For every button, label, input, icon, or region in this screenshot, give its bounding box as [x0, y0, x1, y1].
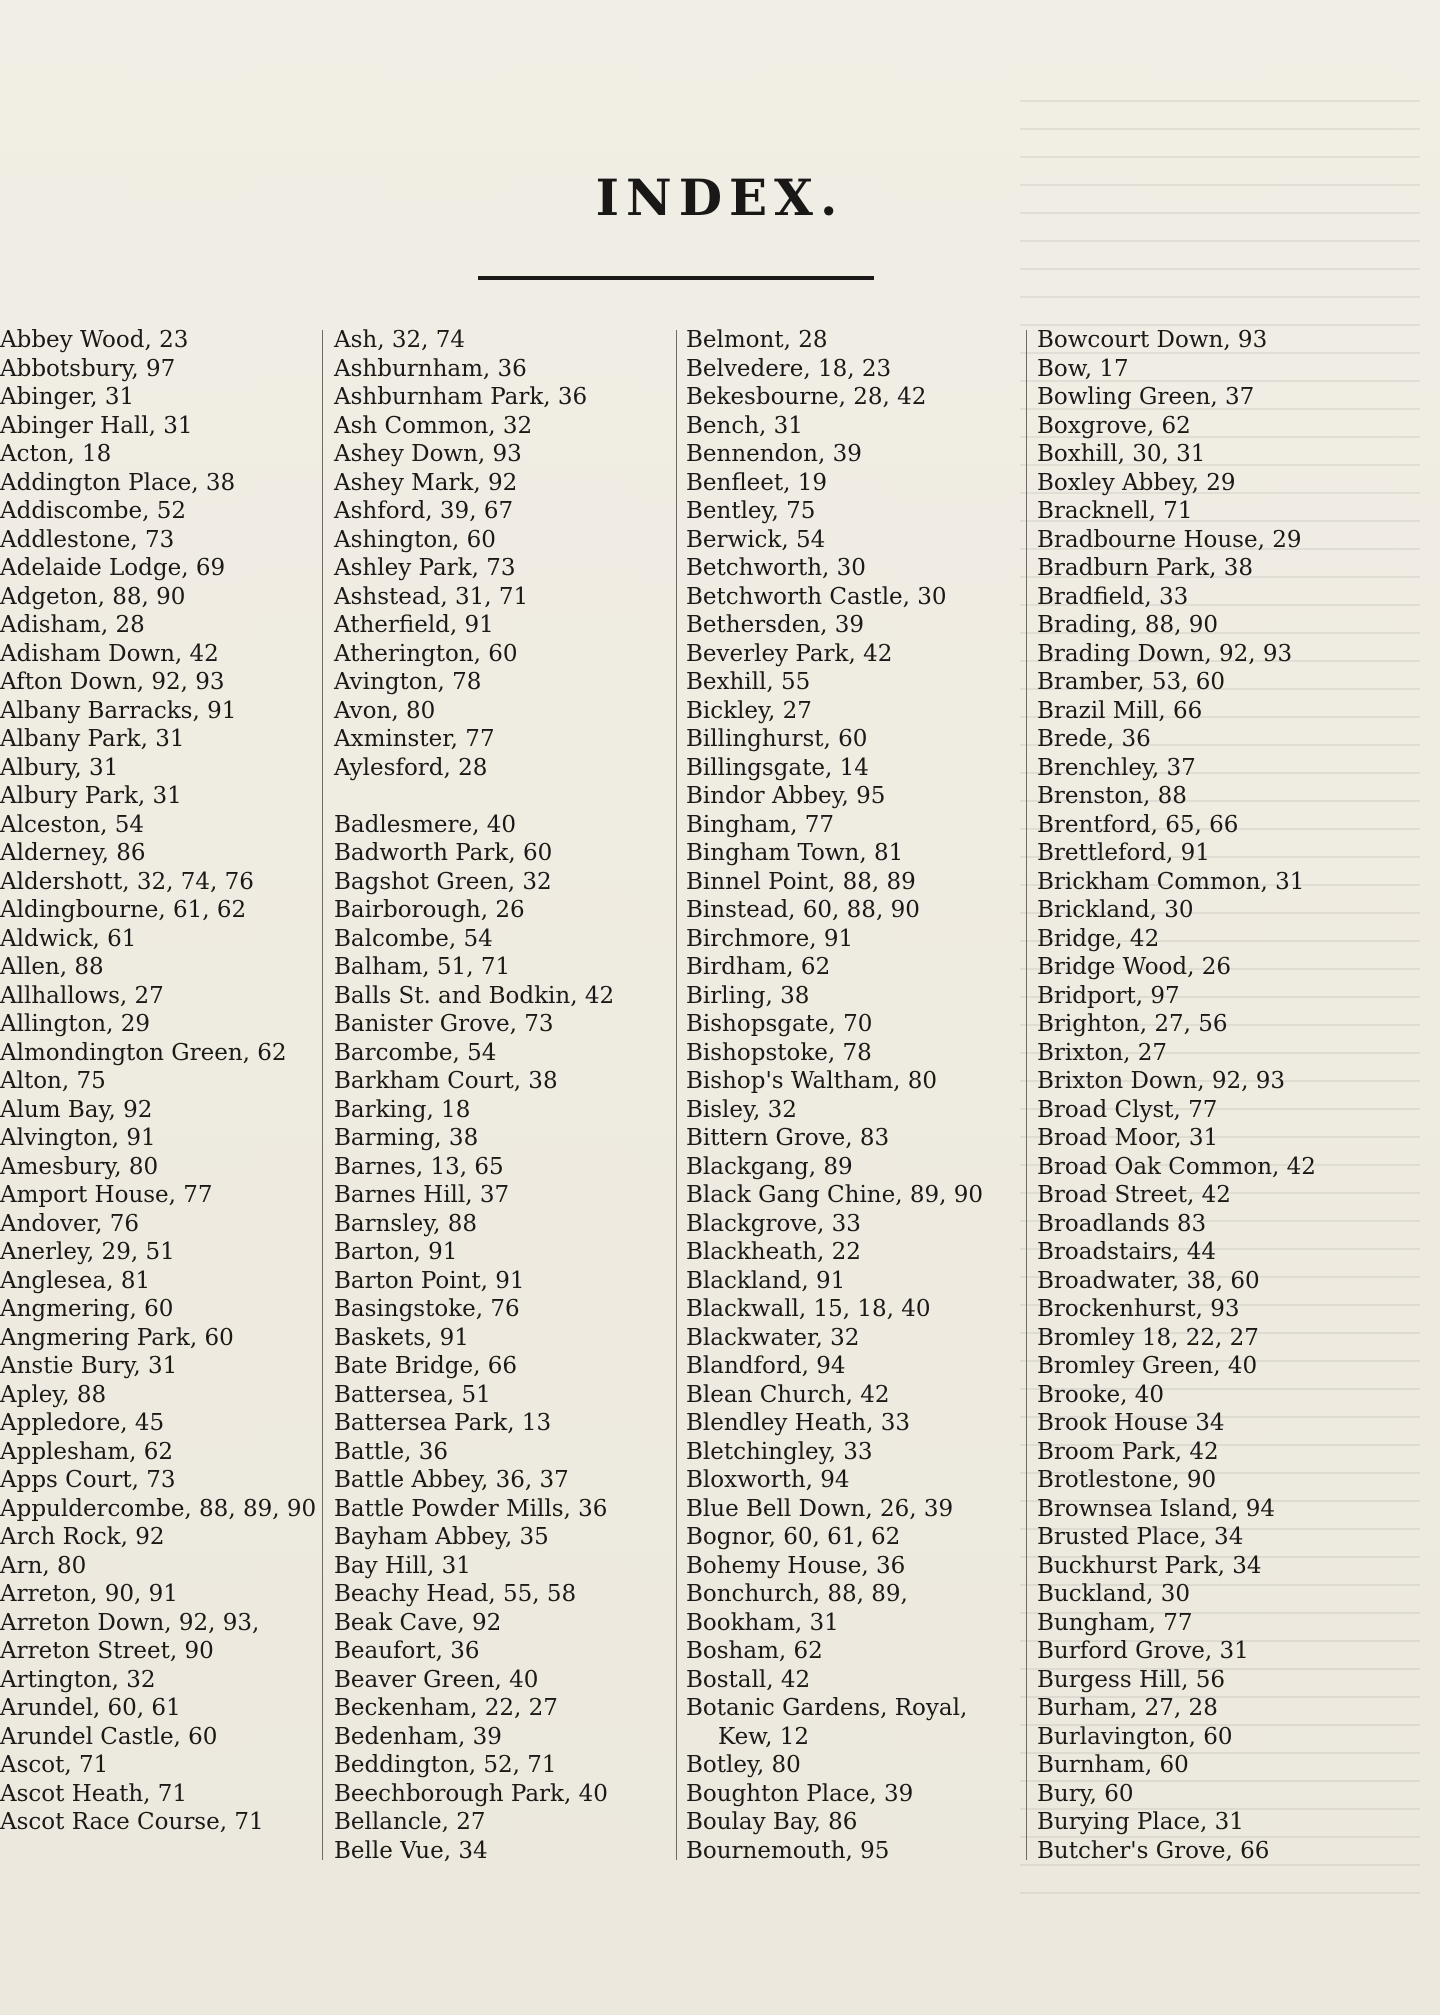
index-entry: Adisham, 28: [0, 612, 145, 638]
page-title: INDEX.: [595, 168, 845, 227]
index-entry: Beachy Head, 55, 58: [334, 1581, 577, 1607]
index-entry: Bowcourt Down, 93: [1037, 327, 1268, 353]
index-entry: Arn, 80: [0, 1552, 87, 1579]
index-entry: Bow, 17: [1037, 355, 1129, 382]
index-entry: Ashington, 60: [334, 526, 496, 553]
index-entry: Ashley Park, 73: [334, 555, 516, 581]
index-entry: Atherington, 60: [334, 640, 518, 667]
index-entry: Bromley Green, 40: [1037, 1353, 1258, 1379]
index-entry: Basingstoke, 76: [334, 1296, 520, 1322]
index-entry: Addlestone, 73: [0, 526, 175, 553]
index-entry: Burying Place, 31: [1037, 1809, 1244, 1835]
index-entry: Betchworth Castle, 30: [686, 583, 947, 610]
index-entry: Alton, 75: [0, 1068, 106, 1094]
index-entry: Bindor Abbey, 95: [686, 783, 886, 809]
index-entry: Billinghurst, 60: [686, 726, 868, 752]
index-entry: Brading Down, 92, 93: [1037, 640, 1293, 667]
index-entry: Bowling Green, 37: [1037, 384, 1255, 410]
index-entry: Bingham, 77: [686, 811, 835, 838]
index-entry: Barnes, 13, 65: [334, 1153, 504, 1180]
index-entry: Bay Hill, 31: [334, 1552, 471, 1579]
index-entry: Beckenham, 22, 27: [334, 1695, 558, 1721]
index-entry: Acton, 18: [0, 441, 112, 467]
index-entry: Battersea, 51: [334, 1381, 491, 1408]
index-entry: Bungham, 77: [1037, 1609, 1193, 1636]
index-entry: Ashburnham Park, 36: [334, 384, 588, 410]
index-entry: Brownsea Island, 94: [1037, 1495, 1276, 1522]
index-entry: Burford Grove, 31: [1037, 1638, 1249, 1664]
index-entry: Ashburnham, 36: [334, 355, 527, 382]
index-entry: Bench, 31: [686, 412, 803, 439]
index-entry: Bohemy House, 36: [686, 1552, 906, 1579]
index-entry: Barcombe, 54: [334, 1039, 497, 1066]
index-entry: Albany Park, 31: [0, 726, 185, 752]
index-entry: Brockenhurst, 93: [1037, 1296, 1240, 1322]
index-entry: Bethersden, 39: [686, 612, 865, 638]
index-entry: Brede, 36: [1037, 726, 1151, 752]
index-entry: Bookham, 31: [686, 1609, 839, 1636]
index-column-3: [686, 326, 1016, 1866]
index-entry: Addiscombe, 52: [0, 498, 186, 524]
index-entry: Bracknell, 71: [1037, 498, 1193, 524]
index-entry: Blackgrove, 33: [686, 1210, 861, 1237]
index-entry: Bellancle, 27: [334, 1809, 486, 1835]
index-entry: Bentley, 75: [686, 498, 816, 524]
index-entry: Blandford, 94: [686, 1353, 846, 1379]
index-entry: Anstie Bury, 31: [0, 1353, 178, 1379]
index-entry: Albany Barracks, 91: [0, 697, 237, 724]
index-entry: Beaver Green, 40: [334, 1666, 539, 1693]
index-entry: Angmering, 60: [0, 1296, 174, 1322]
index-entry: Brickham Common, 31: [1037, 868, 1305, 895]
title-rule: [478, 276, 874, 280]
index-entry: Binstead, 60, 88, 90: [686, 897, 920, 923]
index-entry: Banister Grove, 73: [334, 1011, 554, 1037]
index-entry: Bishopsgate, 70: [686, 1011, 873, 1037]
index-entry: Ascot, 71: [0, 1752, 109, 1778]
index-entry: Abinger Hall, 31: [0, 412, 193, 439]
index-entry: Broom Park, 42: [1037, 1438, 1219, 1465]
index-entry: Aldwick, 61: [0, 925, 137, 952]
index-entry: Birling, 38: [686, 982, 810, 1009]
index-entry: Beverley Park, 42: [686, 640, 893, 667]
index-entry: Blean Church, 42: [686, 1381, 890, 1408]
index-entry: Ascot Race Course, 71: [0, 1809, 264, 1835]
index-entry: Beddington, 52, 71: [334, 1752, 557, 1778]
index-entry: Apps Court, 73: [0, 1467, 176, 1493]
index-entry: Burnham, 60: [1037, 1752, 1189, 1778]
index-column-2: [334, 326, 684, 1866]
index-entry: Belle Vue, 34: [334, 1837, 488, 1864]
index-entry: Buckhurst Park, 34: [1037, 1552, 1262, 1579]
index-entry: Billingsgate, 14: [686, 754, 869, 781]
index-entry: Bekesbourne, 28, 42: [686, 384, 927, 410]
index-entry: Battle Powder Mills, 36: [334, 1495, 608, 1522]
index-entry: Ascot Heath, 71: [0, 1780, 188, 1807]
index-entry: Axminster, 77: [334, 726, 495, 752]
index-entry: Barkham Court, 38: [334, 1068, 558, 1094]
index-entry: Brentford, 65, 66: [1037, 811, 1239, 838]
index-entry: Birdham, 62: [686, 954, 831, 980]
index-entry: Allen, 88: [0, 954, 104, 980]
index-entry: Avington, 78: [334, 669, 482, 695]
index-entry: Blackland, 91: [686, 1267, 846, 1294]
index-entry: Ash, 32, 74: [334, 327, 466, 353]
index-entry: Avon, 80: [334, 697, 436, 724]
index-entry: Broadlands 83: [1037, 1210, 1207, 1237]
index-entry: Abbotsbury, 97: [0, 355, 176, 382]
index-entry: Betchworth, 30: [686, 555, 866, 581]
index-entry: Botanic Gardens, Royal, Kew, 12: [686, 1695, 968, 1750]
index-entry: Brixton Down, 92, 93: [1037, 1068, 1286, 1094]
index-entry: Bridge, 42: [1037, 925, 1160, 952]
index-entry: Barking, 18: [334, 1096, 471, 1123]
index-entry: Alceston, 54: [0, 811, 145, 838]
index-entry: Brighton, 27, 56: [1037, 1011, 1228, 1037]
index-entry: Arreton, 90, 91: [0, 1581, 178, 1607]
index-entry: Balcombe, 54: [334, 925, 493, 952]
index-entry: Arreton Street, 90: [0, 1638, 214, 1664]
index-entry: Badlesmere, 40: [334, 811, 517, 838]
index-entry: Appledore, 45: [0, 1410, 165, 1436]
index-entry: Bickley, 27: [686, 697, 812, 724]
index-entry: Bayham Abbey, 35: [334, 1524, 549, 1550]
index-entry: Brettleford, 91: [1037, 840, 1210, 866]
index-entry: Burham, 27, 28: [1037, 1695, 1218, 1721]
index-entry: Bromley 18, 22, 27: [1037, 1324, 1259, 1351]
index-spacer: [334, 782, 684, 811]
index-entry: Beak Cave, 92: [334, 1609, 502, 1636]
index-entry: Angmering Park, 60: [0, 1324, 234, 1351]
column-divider: [322, 330, 323, 1860]
index-entry: Arreton Down, 92, 93,: [0, 1609, 260, 1636]
index-entry: Bate Bridge, 66: [334, 1353, 517, 1379]
index-entry: Barnes Hill, 37: [334, 1182, 510, 1208]
index-entry: Bridport, 97: [1037, 982, 1180, 1009]
index-entry: Boughton Place, 39: [686, 1780, 914, 1807]
index-entry: Blackwater, 32: [686, 1324, 860, 1351]
index-entry: Alvington, 91: [0, 1125, 156, 1151]
index-entry: Barnsley, 88: [334, 1210, 478, 1237]
index-entry: Bradfield, 33: [1037, 583, 1189, 610]
index-entry: Bennendon, 39: [686, 441, 862, 467]
index-entry: Blackgang, 89: [686, 1153, 853, 1180]
index-entry: Bexhill, 55: [686, 669, 811, 695]
index-entry: Almondington Green, 62: [0, 1039, 287, 1066]
index-entry: Broad Moor, 31: [1037, 1125, 1219, 1151]
index-entry: Boxley Abbey, 29: [1037, 469, 1236, 496]
index-entry: Bramber, 53, 60: [1037, 669, 1225, 695]
index-entry: Brading, 88, 90: [1037, 612, 1219, 638]
index-entry: Allington, 29: [0, 1011, 151, 1037]
index-entry: Bingham Town, 81: [686, 840, 904, 866]
index-entry: Blue Bell Down, 26, 39: [686, 1495, 954, 1522]
index-entry: Blendley Heath, 33: [686, 1410, 911, 1436]
index-entry: Amesbury, 80: [0, 1153, 159, 1180]
index-entry: Bostall, 42: [686, 1666, 811, 1693]
index-entry: Butcher's Grove, 66: [1037, 1837, 1270, 1864]
index-entry: Ashstead, 31, 71: [334, 583, 529, 610]
index-entry: Battersea Park, 13: [334, 1410, 552, 1436]
index-entry: Balham, 51, 71: [334, 954, 511, 980]
index-entry: Addington Place, 38: [0, 469, 236, 496]
index-entry: Brusted Place, 34: [1037, 1524, 1244, 1550]
index-entry: Bradbourne House, 29: [1037, 526, 1302, 553]
index-entry: Baskets, 91: [334, 1324, 469, 1351]
index-entry: Alum Bay, 92: [0, 1096, 153, 1123]
index-entry: Abbey Wood, 23: [0, 327, 189, 353]
index-entry: Boxhill, 30, 31: [1037, 441, 1206, 467]
index-entry: Binnel Point, 88, 89: [686, 868, 916, 895]
index-entry: Bagshot Green, 32: [334, 868, 552, 895]
index-column-1: [0, 326, 318, 1866]
index-entry: Boxgrove, 62: [1037, 412, 1191, 439]
index-entry: Black Gang Chine, 89, 90: [686, 1182, 984, 1208]
index-entry: Bedenham, 39: [334, 1723, 502, 1750]
index-entry: Broadstairs, 44: [1037, 1239, 1216, 1265]
index-entry: Broad Street, 42: [1037, 1182, 1231, 1208]
index-entry: Ashford, 39, 67: [334, 498, 514, 524]
index-entry: Bournemouth, 95: [686, 1837, 890, 1864]
index-entry: Balls St. and Bodkin, 42: [334, 982, 615, 1009]
index-entry: Bairborough, 26: [334, 897, 525, 923]
index-entry: Brixton, 27: [1037, 1039, 1168, 1066]
index-entry: Bishop's Waltham, 80: [686, 1068, 938, 1094]
index-entry: Bridge Wood, 26: [1037, 954, 1232, 980]
index-entry: Andover, 76: [0, 1210, 139, 1237]
index-entry: Bonchurch, 88, 89,: [686, 1581, 908, 1607]
index-entry: Badworth Park, 60: [334, 840, 553, 866]
index-entry: Abinger, 31: [0, 384, 135, 410]
index-entry: Anerley, 29, 51: [0, 1239, 175, 1265]
index-entry: Botley, 80: [686, 1752, 801, 1778]
index-entry: Bradburn Park, 38: [1037, 555, 1253, 581]
index-entry: Bletchingley, 33: [686, 1438, 873, 1465]
index-entry: Bosham, 62: [686, 1638, 823, 1664]
index-entry: Beechborough Park, 40: [334, 1780, 608, 1807]
index-entry: Appuldercombe, 88, 89, 90: [0, 1495, 317, 1522]
index-entry: Aldingbourne, 61, 62: [0, 897, 247, 923]
index-entry: Brazil Mill, 66: [1037, 697, 1203, 724]
index-entry: Barming, 38: [334, 1125, 479, 1151]
index-entry: Bisley, 32: [686, 1096, 797, 1123]
index-entry: Brooke, 40: [1037, 1381, 1165, 1408]
index-entry: Battle Abbey, 36, 37: [334, 1467, 569, 1493]
index-entry: Brenchley, 37: [1037, 754, 1196, 781]
index-entry: Ashey Down, 93: [334, 441, 522, 467]
index-entry: Boulay Bay, 86: [686, 1809, 858, 1835]
index-entry: Arundel, 60, 61: [0, 1695, 181, 1721]
index-entry: Apley, 88: [0, 1381, 107, 1408]
index-entry: Broad Oak Common, 42: [1037, 1153, 1316, 1180]
column-divider: [1026, 330, 1027, 1860]
index-entry: Buckland, 30: [1037, 1581, 1191, 1607]
index-entry: Bury, 60: [1037, 1780, 1134, 1807]
index-column-4: [1037, 326, 1367, 1866]
index-entry: Bloxworth, 94: [686, 1467, 850, 1493]
index-entry: Burlavington, 60: [1037, 1723, 1233, 1750]
index-entry: Bognor, 60, 61, 62: [686, 1524, 901, 1550]
index-entry: Benfleet, 19: [686, 469, 828, 496]
index-entry: Aldershott, 32, 74, 76: [0, 868, 254, 895]
index-entry: Battle, 36: [334, 1438, 448, 1465]
index-entry: Broad Clyst, 77: [1037, 1096, 1218, 1123]
index-entry: Adelaide Lodge, 69: [0, 555, 226, 581]
index-entry: Bittern Grove, 83: [686, 1125, 890, 1151]
index-entry: Brotlestone, 90: [1037, 1467, 1217, 1493]
index-entry: Allhallows, 27: [0, 982, 164, 1009]
index-entry: Arundel Castle, 60: [0, 1723, 218, 1750]
index-entry: Aylesford, 28: [334, 754, 488, 781]
index-entry: Albury Park, 31: [0, 783, 182, 809]
index-entry: Adisham Down, 42: [0, 640, 219, 667]
index-entry: Afton Down, 92, 93: [0, 669, 225, 695]
index-entry: Bishopstoke, 78: [686, 1039, 872, 1066]
index-entry: Blackwall, 15, 18, 40: [686, 1296, 931, 1322]
index-entry: Barton Point, 91: [334, 1267, 525, 1294]
index-entry: Atherfield, 91: [334, 612, 494, 638]
index-entry: Blackheath, 22: [686, 1239, 861, 1265]
index-entry: Anglesea, 81: [0, 1267, 151, 1294]
index-entry: Broadwater, 38, 60: [1037, 1267, 1260, 1294]
index-entry: Artington, 32: [0, 1666, 156, 1693]
index-entry: Brickland, 30: [1037, 897, 1194, 923]
index-entry: Belmont, 28: [686, 327, 828, 353]
index-entry: Birchmore, 91: [686, 925, 854, 952]
index-entry: Amport House, 77: [0, 1182, 213, 1208]
index-entry: Ash Common, 32: [334, 412, 533, 439]
index-entry: Brook House 34: [1037, 1410, 1225, 1436]
index-entry: Applesham, 62: [0, 1438, 174, 1465]
index-entry: Alderney, 86: [0, 840, 146, 866]
index-entry: Barton, 91: [334, 1239, 458, 1265]
index-entry: Beaufort, 36: [334, 1638, 480, 1664]
index-entry: Brenston, 88: [1037, 783, 1187, 809]
index-entry: Burgess Hill, 56: [1037, 1666, 1225, 1693]
index-entry: Albury, 31: [0, 754, 119, 781]
index-entry: Adgeton, 88, 90: [0, 583, 186, 610]
index-entry: Ashey Mark, 92: [334, 469, 518, 496]
index-entry: Arch Rock, 92: [0, 1524, 165, 1550]
index-entry: Belvedere, 18, 23: [686, 355, 892, 382]
index-entry: Berwick, 54: [686, 526, 826, 553]
